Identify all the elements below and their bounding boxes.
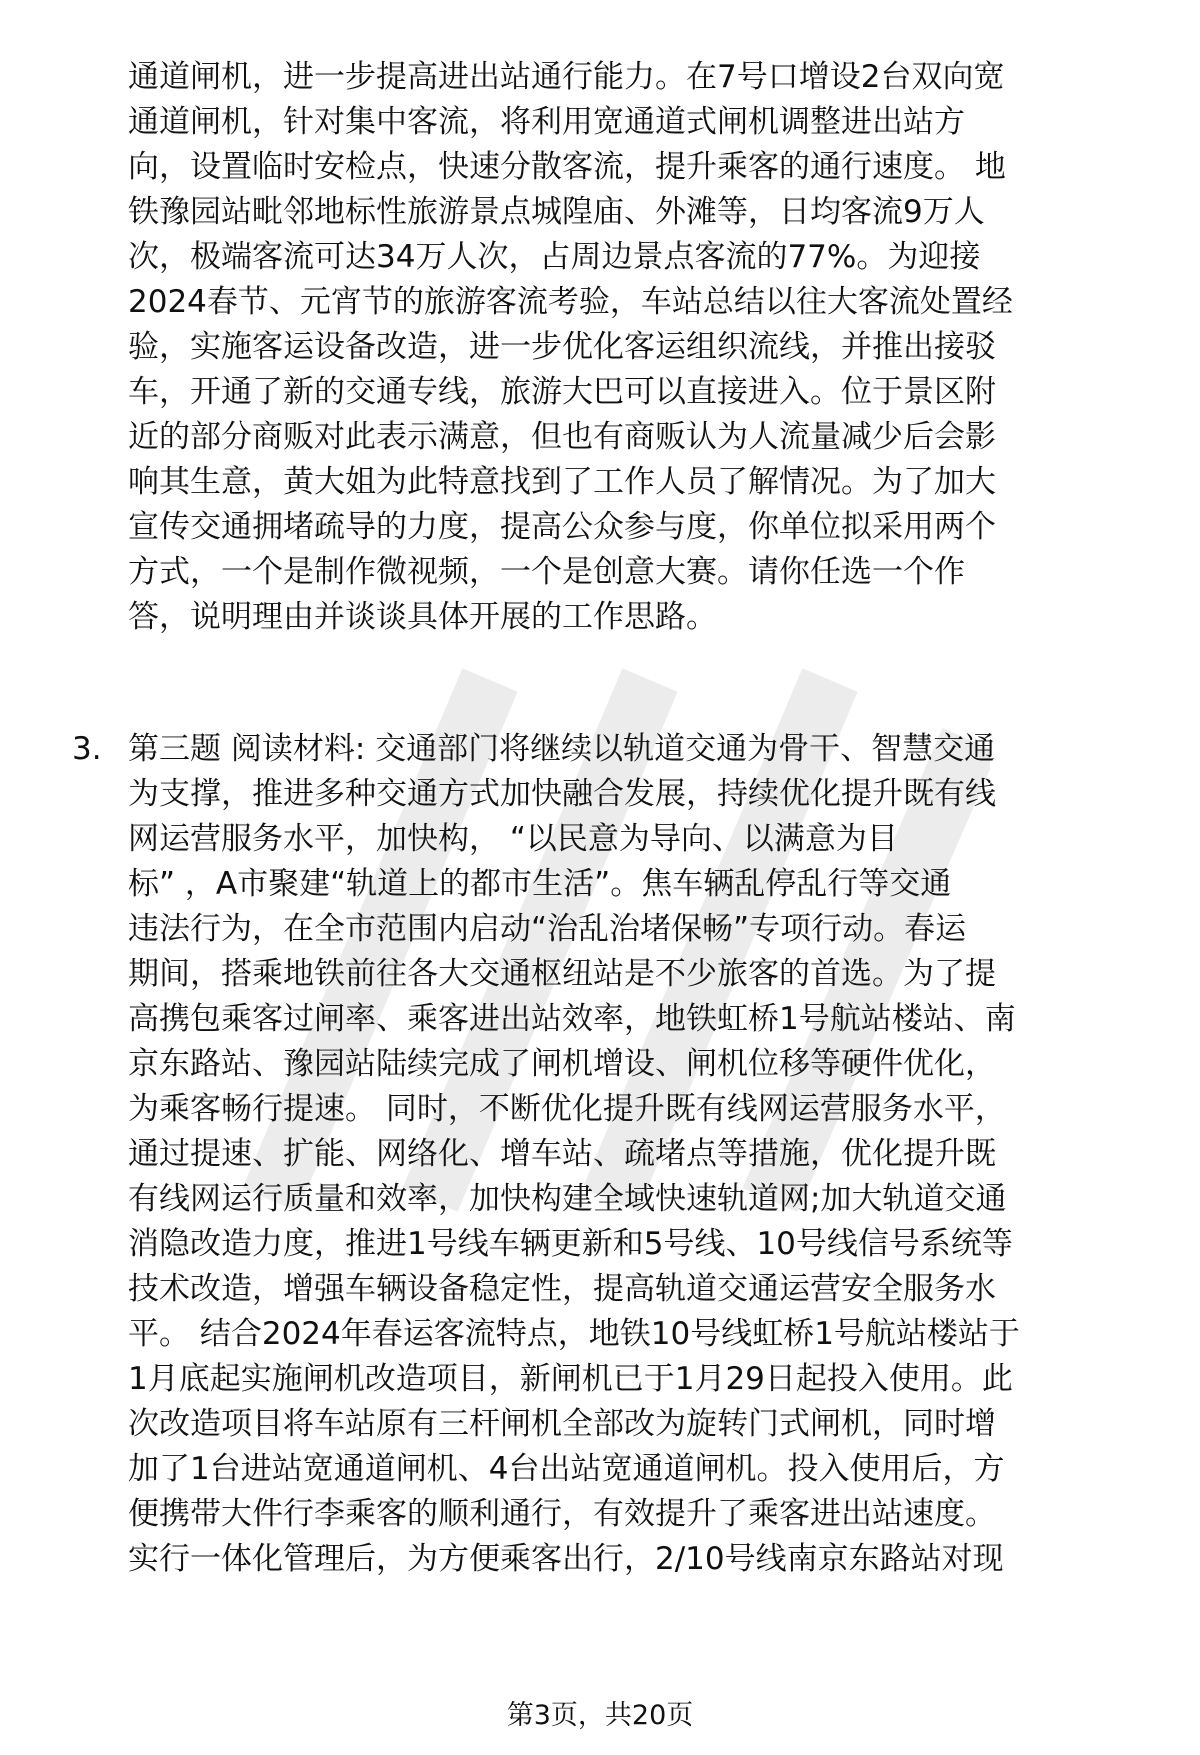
text-line: 平。 结合2024年春运客流特点，地铁10号线虹桥1号航站楼站于 [128,1316,1020,1352]
text-line: 通道闸机，进一步提高进出站通行能力。在7号口增设2台双向宽 [128,59,1005,95]
text-line: 车，开通了新的交通专线，旅游大巴可以直接进入。位于景区附 [128,374,996,410]
text-line: 为乘客畅行提速。 同时，不断优化提升既有线网运营服务水平， [128,1091,1006,1127]
text-line: 次，极端客流可达34万人次，占周边景点客流的77%。为迎接 [128,239,981,275]
text-line: 第三题 阅读材料: 交通部门将继续以轨道交通为骨干、智慧交通 [128,731,996,767]
question-number: 3. [72,731,102,767]
text-line: 为支撑，推进多种交通方式加快融合发展，持续优化提升既有线 [128,776,996,812]
text-line: 验，实施客运设备改造，进一步优化客运组织流线，并推出接驳 [128,329,996,365]
text-line: 有线网运行质量和效率，加快构建全域快速轨道网;加大轨道交通 [128,1181,1007,1217]
text-line: 方式，一个是制作微视频，一个是创意大赛。请你任选一个作 [128,554,965,590]
text-line: 标” ，A市聚建“轨道上的都市生活”。焦车辆乱停乱行等交通 [128,866,952,902]
text-line: 近的部分商贩对此表示满意，但也有商贩认为人流量减少后会影 [128,419,996,455]
text-line: 1月底起实施闸机改造项目，新闸机已于1月29日起投入使用。此 [128,1361,1013,1397]
text-line: 宣传交通拥堵疏导的力度，提高公众参与度，你单位拟采用两个 [128,509,996,545]
text-line: 2024春节、元宵节的旅游客流考验，车站总结以往大客流处置经 [128,284,1013,320]
text-line: 技术改造，增强车辆设备稳定性，提高轨道交通运营安全服务水 [128,1271,996,1307]
text-line: 加了1台进站宽通道闸机、4台出站宽通道闸机。投入使用后，方 [128,1451,1005,1487]
text-line: 高携包乘客过闸率、乘客进出站效率，地铁虹桥1号航站楼站、南 [128,1001,1016,1037]
text-line: 京东路站、豫园站陆续完成了闸机增设、闸机位移等硬件优化， [128,1046,996,1082]
text-line: 便携带大件行李乘客的顺利通行，有效提升了乘客进出站速度。 [128,1496,996,1532]
text-line: 期间，搭乘地铁前往各大交通枢纽站是不少旅客的首选。为了提 [128,956,996,992]
text-line: 答，说明理由并谈谈具体开展的工作思路。 [128,599,717,635]
text-line: 网运营服务水平，加快构， “以民意为导向、以满意为目 [128,821,898,857]
text-line: 次改造项目将车站原有三杆闸机全部改为旋转门式闸机，同时增 [128,1406,996,1442]
page-footer: 第3页，共20页 [506,1700,694,1731]
text-line: 消隐改造力度，推进1号线车辆更新和5号线、10号线信号系统等 [128,1226,1013,1262]
text-line: 向，设置临时安检点，快速分散客流，提升乘客的通行速度。 地 [128,149,1006,185]
text-line: 通过提速、扩能、网络化、增车站、疏堵点等措施，优化提升既 [128,1136,996,1172]
text-line: 违法行为，在全市范围内启动“治乱治堵保畅”专项行动。春运 [128,911,967,947]
text-line: 响其生意，黄大姐为此特意找到了工作人员了解情况。为了加大 [128,464,996,500]
text-line: 铁豫园站毗邻地标性旅游景点城隍庙、外滩等，日均客流9万人 [128,194,985,230]
text-line: 实行一体化管理后，为方便乘客出行，2/10号线南京东路站对现 [128,1541,1004,1577]
text-line: 通道闸机，针对集中客流，将利用宽通道式闸机调整进出站方 [128,104,965,140]
